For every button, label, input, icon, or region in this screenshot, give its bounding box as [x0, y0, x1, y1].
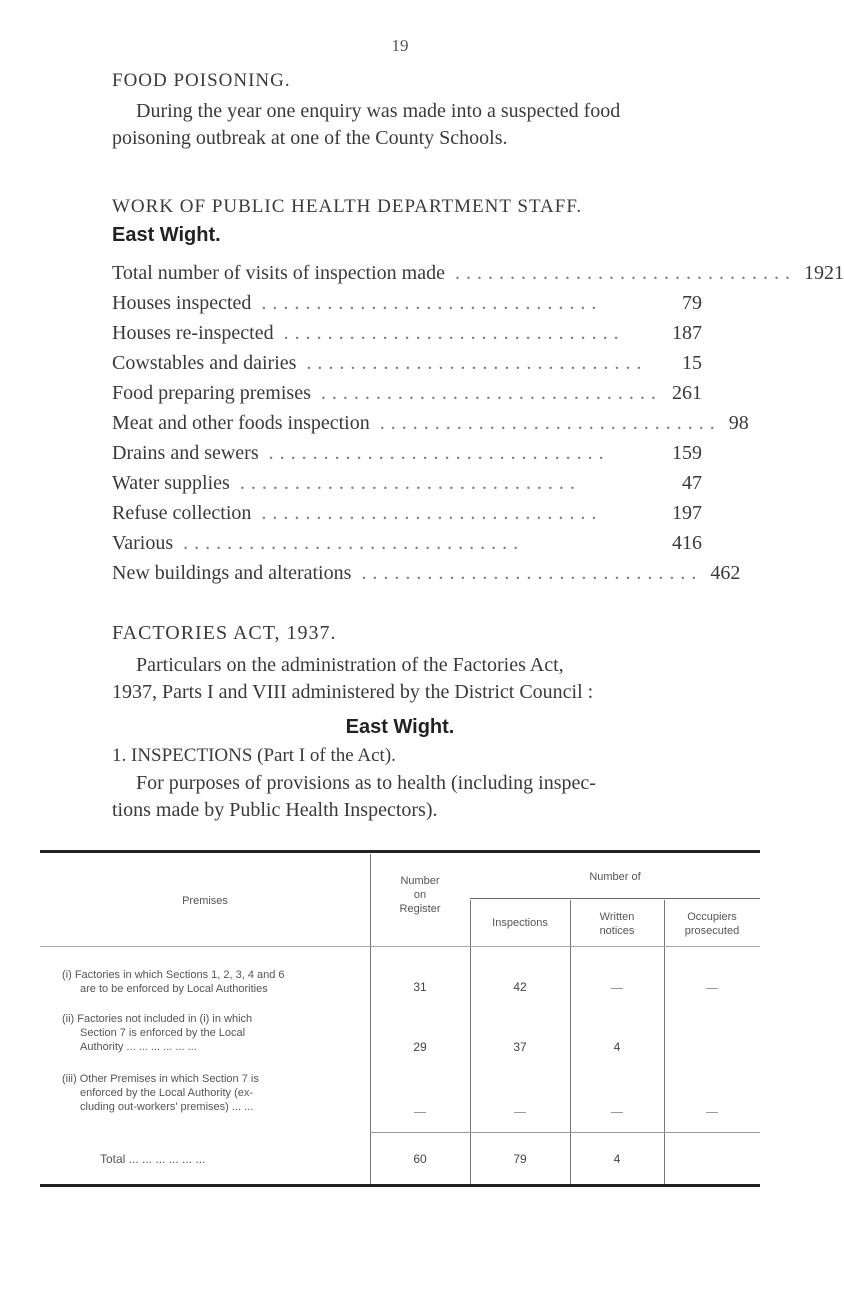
table-row-premises [62, 1072, 362, 1114]
cell-register: 31 [413, 980, 427, 994]
stat-value: 261 [672, 382, 702, 404]
stat-label: Various [112, 532, 174, 554]
row-text-line: (ii) Factories not included in (i) in which [62, 1013, 253, 1025]
header-register-line-2: on [413, 889, 427, 901]
inspections-line-2: tions made by Public Health Inspectors). [112, 799, 438, 821]
stat-row [112, 322, 702, 352]
stat-value: 187 [672, 322, 702, 344]
stat-leader: ............................... [379, 412, 721, 434]
header-occupiers-prosecuted [664, 910, 760, 938]
stat-value: 462 [710, 562, 741, 584]
factories-heading: FACTORIES ACT, 1937. [112, 622, 337, 644]
stat-value: 159 [672, 442, 702, 464]
stat-label: Houses inspected [112, 292, 252, 314]
header-written-line-2: notices [599, 925, 635, 937]
table-bottom-rule [40, 1184, 760, 1187]
cell-notices-empty [611, 988, 623, 989]
row-text-line: cluding out-workers' premises) ... ... [80, 1101, 254, 1113]
header-number-of: Number of [589, 871, 641, 883]
row-text-line: Authority ... ... ... ... ... ... [80, 1041, 197, 1053]
stat-leader: ............................... [361, 562, 703, 584]
food-poisoning-line-2: poisoning outbreak at one of the County Schools. [112, 127, 508, 149]
row-text-line: (i) Factories in which Sections 1, 2, 3, 4 and 6 [62, 969, 285, 981]
cell-notices-empty [611, 1112, 623, 1113]
factories-text [112, 652, 702, 706]
stat-row [112, 502, 702, 532]
header-premises: Premises [182, 895, 228, 907]
cell-prosecuted-empty [706, 988, 718, 989]
row-text-line: (iii) Other Premises in which Section 7 is [62, 1073, 259, 1085]
stat-label: Food preparing premises [112, 382, 311, 404]
stat-value: 416 [672, 532, 702, 554]
header-written-line-1: Written [599, 911, 635, 923]
factories-line-1: Particulars on the administration of the Factories Act, [136, 654, 564, 676]
stat-row [112, 562, 741, 592]
stat-row [112, 412, 749, 442]
total-inspections: 79 [513, 1152, 527, 1166]
stat-row [112, 382, 702, 412]
stat-leader: ............................... [268, 442, 610, 464]
header-occupiers-line-2: prosecuted [684, 925, 740, 937]
factories-subheading: East Wight. [345, 716, 455, 738]
cell-register: 29 [413, 1040, 427, 1054]
cell-register-empty [414, 1112, 426, 1113]
stat-leader: ............................... [261, 502, 603, 524]
stat-label: Total number of visits of inspection made [112, 262, 445, 284]
stat-leader: ............................... [261, 292, 603, 314]
stat-row [112, 352, 702, 382]
inspection-stats-list [112, 262, 844, 592]
cell-inspections-empty [514, 1112, 526, 1113]
cell-notices: 4 [613, 1040, 621, 1054]
header-register-line-1: Number [400, 875, 440, 887]
header-number-on-register [370, 874, 470, 916]
table-row-premises [62, 1012, 362, 1054]
stat-label: Refuse collection [112, 502, 252, 524]
table-row-premises [62, 968, 362, 996]
header-bottom-rule [40, 946, 760, 947]
food-poisoning-line-1: During the year one enquiry was made into a suspected food [136, 100, 621, 122]
stat-value: 47 [682, 472, 702, 494]
stat-leader: ............................... [320, 382, 662, 404]
total-label: Total ... ... ... ... ... ... [100, 1152, 206, 1166]
factories-line-2: 1937, Parts I and VIII administered by the District Council : [112, 681, 594, 703]
stat-leader: ............................... [454, 262, 796, 284]
stat-row [112, 532, 702, 562]
inspections-line-1: For purposes of provisions as to health (including inspec- [136, 772, 596, 794]
header-occupiers-line-1: Occupiers [687, 911, 737, 923]
stat-label: Meat and other foods inspection [112, 412, 370, 434]
food-poisoning-heading: FOOD POISONING. [112, 70, 291, 91]
row-text-line: Section 7 is enforced by the Local [80, 1027, 246, 1039]
header-inspections: Inspections [492, 917, 548, 929]
stat-label: Drains and sewers [112, 442, 259, 464]
stat-label: Houses re-inspected [112, 322, 274, 344]
cell-prosecuted-empty [706, 1112, 718, 1113]
stat-value: 15 [682, 352, 702, 374]
cell-inspections: 37 [513, 1040, 527, 1054]
row-text-line: are to be enforced by Local Authorities [80, 983, 268, 995]
stat-label: New buildings and alterations [112, 562, 352, 584]
row-text-line: enforced by the Local Authority (ex- [80, 1087, 254, 1099]
stat-value: 197 [672, 502, 702, 524]
stat-leader: ............................... [283, 322, 625, 344]
stat-row [112, 442, 702, 472]
inspections-section-text [112, 770, 702, 824]
stat-row [112, 472, 702, 502]
inspections-table [40, 850, 760, 1203]
stat-label: Cowstables and dairies [112, 352, 297, 374]
page-number: 19 [391, 36, 409, 55]
staff-work-subheading: East Wight. [112, 224, 221, 246]
header-written-notices [570, 910, 664, 938]
stat-leader: ............................... [239, 472, 581, 494]
stat-row [112, 292, 702, 322]
stat-row [112, 262, 844, 292]
total-notices: 4 [613, 1152, 621, 1166]
stat-value: 79 [682, 292, 702, 314]
stat-value: 98 [728, 412, 749, 434]
table-top-rule [40, 850, 760, 853]
cell-inspections: 42 [513, 980, 527, 994]
column-divider [664, 900, 665, 1184]
total-top-rule [370, 1132, 760, 1133]
stat-value: 1921 [803, 262, 844, 284]
staff-work-heading: WORK OF PUBLIC HEALTH DEPARTMENT STAFF. [112, 196, 583, 217]
total-register: 60 [413, 1152, 427, 1166]
header-register-line-3: Register [399, 903, 441, 915]
stat-leader: ............................... [183, 532, 525, 554]
food-poisoning-text [112, 98, 702, 152]
header-span-rule [470, 898, 760, 899]
inspections-section-title: 1. INSPECTIONS (Part I of the Act). [112, 745, 396, 766]
stat-leader: ............................... [306, 352, 648, 374]
stat-label: Water supplies [112, 472, 230, 494]
